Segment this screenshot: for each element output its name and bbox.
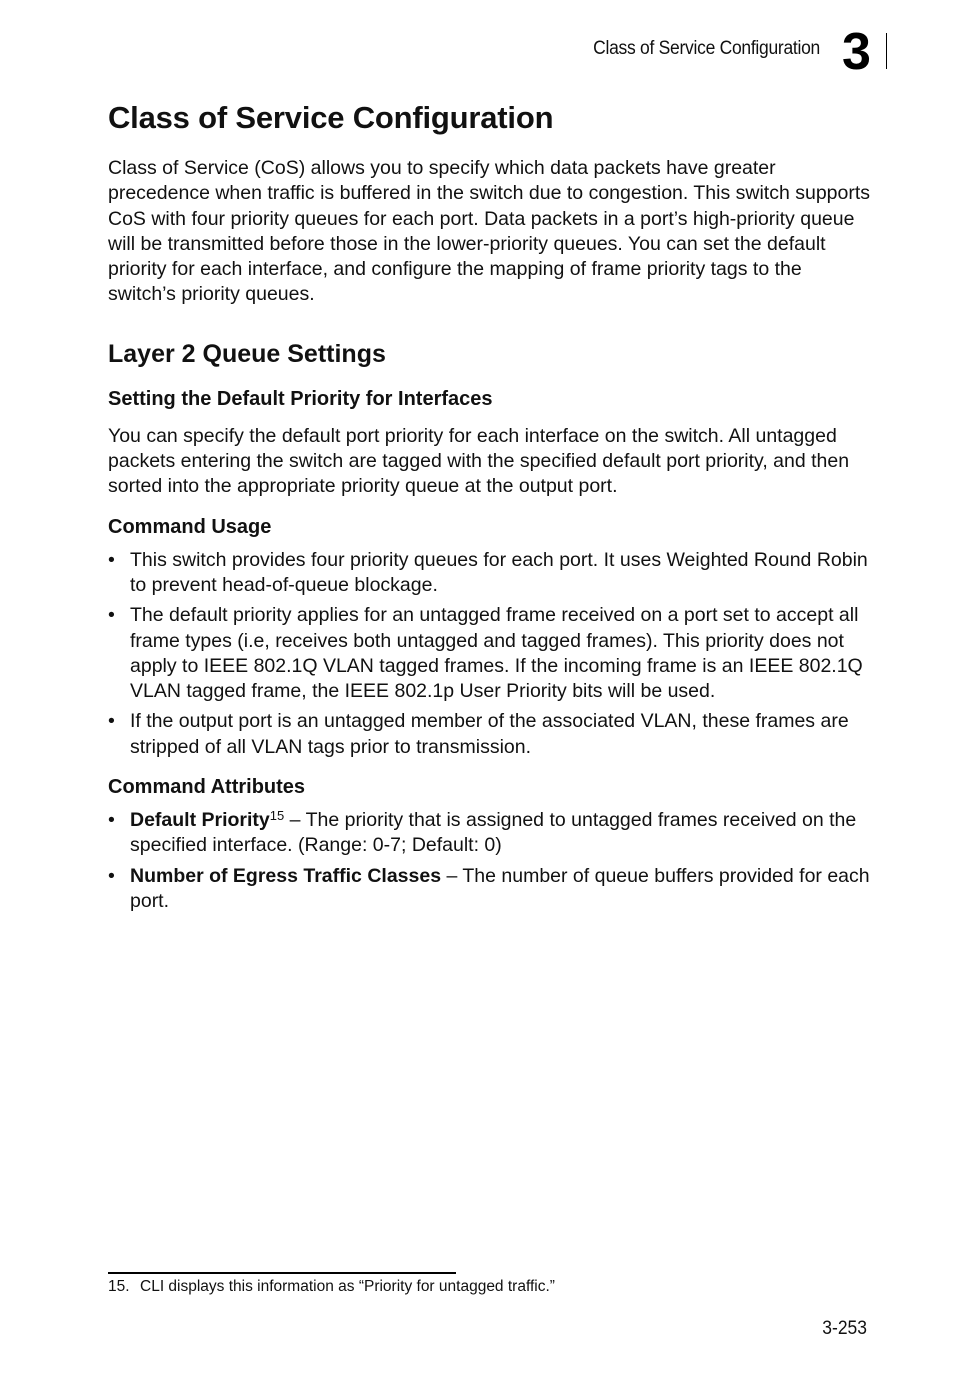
chapter-number: 3 — [842, 23, 871, 81]
command-attributes-list — [108, 808, 872, 914]
attribute-term: Default Priority — [130, 809, 270, 832]
footnote — [108, 1277, 868, 1297]
list-item-text: If the output port is an untagged member of the associated VLAN, these frames are stripped of all VLAN tags prior to transmission. — [130, 710, 849, 758]
command-usage-list — [108, 548, 872, 760]
command-attributes-heading: Command Attributes — [108, 776, 306, 799]
subsection-heading: Setting the Default Priority for Interfaces — [108, 387, 493, 410]
footnote-text: CLI displays this information as “Priority for untagged traffic.” — [140, 1278, 555, 1295]
section-heading: Layer 2 Queue Settings — [108, 339, 386, 368]
attribute-item — [108, 864, 872, 915]
bullet-icon: • — [108, 548, 115, 571]
intro-paragraph: Class of Service (CoS) allows you to specify which data packets have greater precedence when traffic is buffered in the switch due to congestion. This switch supports CoS with four priority queues for each port. Data packets in a port’s high-priority queue will be transmitted before those in the lower-priority queues. You can set the default priority for each interface, and configure the mapping of frame priority tags to the switch’s priority queues. — [108, 157, 871, 306]
footnote-divider — [108, 1272, 456, 1274]
page-number: 3-253 — [822, 1318, 867, 1339]
footnote-number: 15. — [108, 1278, 130, 1295]
footnote-reference[interactable]: 15 — [269, 808, 285, 824]
chapter-rule — [886, 33, 887, 69]
list-item — [108, 603, 872, 704]
attribute-item — [108, 808, 872, 859]
bullet-icon: • — [108, 864, 115, 887]
list-item — [108, 709, 872, 760]
list-item — [108, 548, 872, 599]
bullet-icon: • — [108, 809, 115, 832]
attribute-description: – The priority that is assigned to untagged frames received on the specified interface. (Range: 0-7; Default: 0) — [130, 809, 857, 857]
subsection-paragraph: You can specify the default port priority for each interface on the switch. All untagged packets entering the switch are tagged with the specified default port priority, and then sorted into the appropriate priority queue at the output port. — [108, 424, 850, 498]
list-item-text: The default priority applies for an untagged frame received on a port set to accept all frame types (i.e, receives both untagged and tagged frames). This priority does not apply to IEEE 802.1Q VLAN tagged frames. If the incoming frame is an IEEE 802.1Q VLAN tagged frame, the IEEE 802.1p User Priority bits will be used. — [130, 604, 863, 703]
bullet-icon: • — [108, 710, 115, 733]
attribute-term: Number of Egress Traffic Classes — [130, 864, 442, 887]
list-item-text: This switch provides four priority queues for each port. It uses Weighted Round Robin to prevent head-of-queue blockage. — [130, 548, 868, 596]
bullet-icon: • — [108, 604, 115, 627]
command-usage-heading: Command Usage — [108, 515, 272, 538]
running-header: Class of Service Configuration — [593, 38, 820, 59]
page-title: Class of Service Configuration — [108, 100, 554, 135]
attribute-description: – The number of queue buffers provided for each port. — [130, 864, 870, 912]
page-content — [108, 98, 872, 919]
